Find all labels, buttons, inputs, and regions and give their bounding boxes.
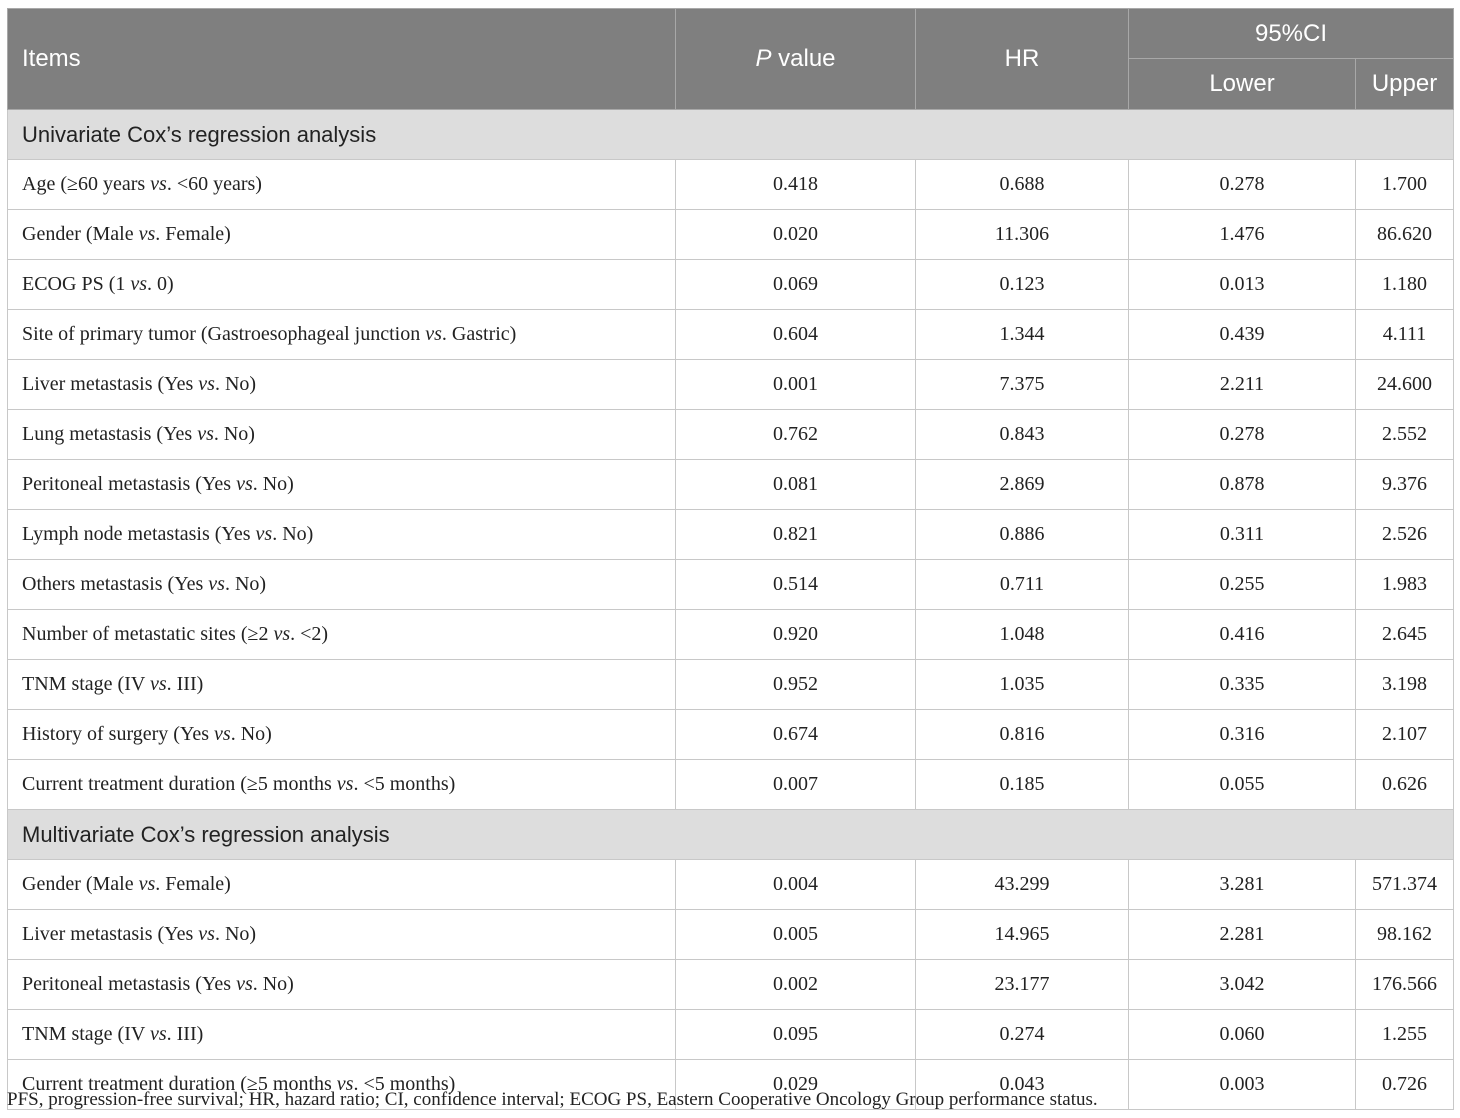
ci-upper-cell: 0.626 xyxy=(1356,760,1454,810)
header-lower: Lower xyxy=(1129,59,1356,110)
row-item-text-rest: . <5 months) xyxy=(353,773,456,795)
row-item-text-rest: . No) xyxy=(252,973,294,995)
header-p-italic: P xyxy=(755,45,772,72)
row-item-vs: vs xyxy=(214,723,231,745)
table-row xyxy=(8,360,1454,410)
ci-lower-cell: 0.013 xyxy=(1129,260,1356,310)
row-item-vs: vs xyxy=(138,223,156,245)
table-row xyxy=(8,460,1454,510)
row-item-vs: vs xyxy=(273,623,291,645)
table-row xyxy=(8,1010,1454,1060)
row-item-text: Liver metastasis (Yes xyxy=(22,923,199,945)
ci-upper-cell: 86.620 xyxy=(1356,210,1454,260)
hr-cell: 0.185 xyxy=(916,760,1129,810)
ci-lower-cell: 0.278 xyxy=(1129,410,1356,460)
row-item-vs: vs xyxy=(236,473,253,495)
ci-upper-cell: 2.552 xyxy=(1356,410,1454,460)
ci-lower-cell: 3.281 xyxy=(1129,860,1356,910)
row-item-vs: vs xyxy=(198,923,215,945)
row-item-text: Liver metastasis (Yes xyxy=(22,373,199,395)
table-row xyxy=(8,760,1454,810)
row-item-text: Current treatment duration (≥5 months xyxy=(22,773,337,795)
ci-lower-cell: 2.211 xyxy=(1129,360,1356,410)
row-item-text-rest: . <2) xyxy=(290,623,329,645)
ci-upper-cell: 4.111 xyxy=(1356,310,1454,360)
hr-cell: 2.869 xyxy=(916,460,1129,510)
p-value-cell: 0.005 xyxy=(676,910,916,960)
p-value-cell: 0.821 xyxy=(676,510,916,560)
hr-cell: 0.043 xyxy=(916,1060,1129,1110)
p-value-cell: 0.069 xyxy=(676,260,916,310)
section-title: Multivariate Cox’s regression analysis xyxy=(8,810,1454,860)
ci-upper-cell: 1.255 xyxy=(1356,1010,1454,1060)
header-p-rest: value xyxy=(771,45,836,72)
row-item-text-rest: . No) xyxy=(252,473,294,495)
row-item-text-rest: . Gastric) xyxy=(441,323,517,345)
ci-upper-cell: 176.566 xyxy=(1356,960,1454,1010)
hr-cell: 0.123 xyxy=(916,260,1129,310)
row-item-text-rest: . Female) xyxy=(155,873,231,895)
row-item-text-rest: . 0) xyxy=(147,273,174,295)
table-header xyxy=(8,9,1454,110)
row-item-text-rest: . III) xyxy=(166,1023,204,1045)
table-row xyxy=(8,310,1454,360)
row-item-text: Site of primary tumor (Gastroesophageal junction xyxy=(22,323,426,345)
row-item-vs: vs xyxy=(149,673,167,695)
row-item-label xyxy=(8,610,676,660)
ci-lower-cell: 0.311 xyxy=(1129,510,1356,560)
row-item-text-rest: . <60 years) xyxy=(166,173,262,195)
ci-lower-cell: 0.878 xyxy=(1129,460,1356,510)
table-row xyxy=(8,910,1454,960)
row-item-label xyxy=(8,410,676,460)
table-row xyxy=(8,510,1454,560)
p-value-cell: 0.674 xyxy=(676,710,916,760)
row-item-text: Number of metastatic sites (≥2 xyxy=(22,623,274,645)
p-value-cell: 0.095 xyxy=(676,1010,916,1060)
ci-upper-cell: 98.162 xyxy=(1356,910,1454,960)
ci-upper-cell: 0.726 xyxy=(1356,1060,1454,1110)
ci-lower-cell: 0.060 xyxy=(1129,1010,1356,1060)
hr-cell: 0.688 xyxy=(916,160,1129,210)
p-value-cell: 0.920 xyxy=(676,610,916,660)
row-item-vs: vs xyxy=(138,873,156,895)
row-item-label xyxy=(8,960,676,1010)
ci-lower-cell: 0.278 xyxy=(1129,160,1356,210)
row-item-text: Peritoneal metastasis (Yes xyxy=(22,473,237,495)
row-item-vs: vs xyxy=(236,973,253,995)
header-upper: Upper xyxy=(1356,59,1454,110)
row-item-label xyxy=(8,910,676,960)
row-item-text-rest: . No) xyxy=(214,373,257,395)
row-item-text-rest: . Female) xyxy=(155,223,231,245)
row-item-text: Lung metastasis (Yes xyxy=(22,423,198,445)
row-item-text: ECOG PS (1 xyxy=(22,273,131,295)
table-row xyxy=(8,860,1454,910)
row-item-text-rest: . No) xyxy=(230,723,272,745)
section-title: Univariate Cox’s regression analysis xyxy=(8,110,1454,160)
row-item-text-rest: . III) xyxy=(166,673,204,695)
hr-cell: 0.274 xyxy=(916,1010,1129,1060)
ci-lower-cell: 0.439 xyxy=(1129,310,1356,360)
row-item-vs: vs xyxy=(130,273,148,295)
row-item-text: Others metastasis (Yes xyxy=(22,573,209,595)
ci-upper-cell: 2.526 xyxy=(1356,510,1454,560)
ci-upper-cell: 2.107 xyxy=(1356,710,1454,760)
header-hr: HR xyxy=(916,9,1129,110)
hr-cell: 1.048 xyxy=(916,610,1129,660)
section-header-row xyxy=(8,110,1454,160)
row-item-label xyxy=(8,760,676,810)
p-value-cell: 0.762 xyxy=(676,410,916,460)
row-item-text: Lymph node metastasis (Yes xyxy=(22,523,256,545)
row-item-label xyxy=(8,460,676,510)
header-items: Items xyxy=(8,9,676,110)
p-value-cell: 0.081 xyxy=(676,460,916,510)
ci-lower-cell: 0.003 xyxy=(1129,1060,1356,1110)
hr-cell: 14.965 xyxy=(916,910,1129,960)
table-row xyxy=(8,560,1454,610)
row-item-label xyxy=(8,260,676,310)
ci-upper-cell: 1.700 xyxy=(1356,160,1454,210)
hr-cell: 0.886 xyxy=(916,510,1129,560)
hr-cell: 0.816 xyxy=(916,710,1129,760)
table-row xyxy=(8,660,1454,710)
row-item-text-rest: . No) xyxy=(213,423,255,445)
row-item-vs: vs xyxy=(197,423,214,445)
table-row xyxy=(8,960,1454,1010)
regression-table-container xyxy=(7,8,1453,1110)
hr-cell: 0.711 xyxy=(916,560,1129,610)
header-p-value xyxy=(676,9,916,110)
header-95ci: 95%CI xyxy=(1129,9,1454,59)
table-row xyxy=(8,210,1454,260)
row-item-text: Age (≥60 years xyxy=(22,173,151,195)
row-item-text-rest: . No) xyxy=(224,573,267,595)
p-value-cell: 0.514 xyxy=(676,560,916,610)
p-value-cell: 0.002 xyxy=(676,960,916,1010)
table-body xyxy=(8,110,1454,1110)
p-value-cell: 0.604 xyxy=(676,310,916,360)
ci-upper-cell: 24.600 xyxy=(1356,360,1454,410)
row-item-vs: vs xyxy=(208,573,225,595)
ci-lower-cell: 1.476 xyxy=(1129,210,1356,260)
p-value-cell: 0.418 xyxy=(676,160,916,210)
p-value-cell: 0.004 xyxy=(676,860,916,910)
table-footnote: PFS, progression-free survival; HR, hazard ratio; CI, confidence interval; ECOG PS, Eastern Cooperative Oncology Group performance status. xyxy=(7,1089,1098,1110)
row-item-text-rest: . No) xyxy=(272,523,314,545)
row-item-text: Current treatment duration (≥5 months xyxy=(22,1073,337,1095)
row-item-text: Gender (Male xyxy=(22,223,139,245)
ci-upper-cell: 2.645 xyxy=(1356,610,1454,660)
row-item-label xyxy=(8,1010,676,1060)
table-row xyxy=(8,160,1454,210)
ci-upper-cell: 1.180 xyxy=(1356,260,1454,310)
cox-regression-table xyxy=(7,8,1454,1110)
row-item-vs: vs xyxy=(198,373,215,395)
hr-cell: 1.035 xyxy=(916,660,1129,710)
row-item-label xyxy=(8,210,676,260)
p-value-cell: 0.952 xyxy=(676,660,916,710)
row-item-label xyxy=(8,160,676,210)
ci-lower-cell: 0.416 xyxy=(1129,610,1356,660)
ci-upper-cell: 9.376 xyxy=(1356,460,1454,510)
row-item-vs: vs xyxy=(150,173,167,195)
row-item-text: TNM stage (IV xyxy=(22,673,150,695)
hr-cell: 43.299 xyxy=(916,860,1129,910)
row-item-label xyxy=(8,310,676,360)
row-item-label xyxy=(8,660,676,710)
table-row xyxy=(8,410,1454,460)
ci-lower-cell: 0.255 xyxy=(1129,560,1356,610)
ci-upper-cell: 571.374 xyxy=(1356,860,1454,910)
table-row xyxy=(8,710,1454,760)
row-item-vs: vs xyxy=(255,523,273,545)
row-item-label xyxy=(8,560,676,610)
row-item-vs: vs xyxy=(336,773,354,795)
p-value-cell: 0.001 xyxy=(676,360,916,410)
row-item-text: Peritoneal metastasis (Yes xyxy=(22,973,237,995)
ci-upper-cell: 3.198 xyxy=(1356,660,1454,710)
hr-cell: 7.375 xyxy=(916,360,1129,410)
ci-lower-cell: 3.042 xyxy=(1129,960,1356,1010)
ci-upper-cell: 1.983 xyxy=(1356,560,1454,610)
row-item-label xyxy=(8,510,676,560)
row-item-text-rest: . <5 months) xyxy=(353,1073,456,1095)
table-row xyxy=(8,610,1454,660)
hr-cell: 23.177 xyxy=(916,960,1129,1010)
ci-lower-cell: 0.316 xyxy=(1129,710,1356,760)
p-value-cell: 0.020 xyxy=(676,210,916,260)
row-item-text-rest: . No) xyxy=(214,923,257,945)
row-item-label xyxy=(8,360,676,410)
p-value-cell: 0.007 xyxy=(676,760,916,810)
row-item-vs: vs xyxy=(336,1073,354,1095)
table-row xyxy=(8,260,1454,310)
ci-lower-cell: 0.335 xyxy=(1129,660,1356,710)
p-value-cell: 0.029 xyxy=(676,1060,916,1110)
section-header-row xyxy=(8,810,1454,860)
ci-lower-cell: 2.281 xyxy=(1129,910,1356,960)
row-item-text: History of surgery (Yes xyxy=(22,723,215,745)
row-item-label xyxy=(8,710,676,760)
hr-cell: 0.843 xyxy=(916,410,1129,460)
ci-lower-cell: 0.055 xyxy=(1129,760,1356,810)
row-item-label xyxy=(8,860,676,910)
row-item-vs: vs xyxy=(425,323,442,345)
row-item-vs: vs xyxy=(149,1023,167,1045)
hr-cell: 1.344 xyxy=(916,310,1129,360)
row-item-text: Gender (Male xyxy=(22,873,139,895)
row-item-text: TNM stage (IV xyxy=(22,1023,150,1045)
hr-cell: 11.306 xyxy=(916,210,1129,260)
